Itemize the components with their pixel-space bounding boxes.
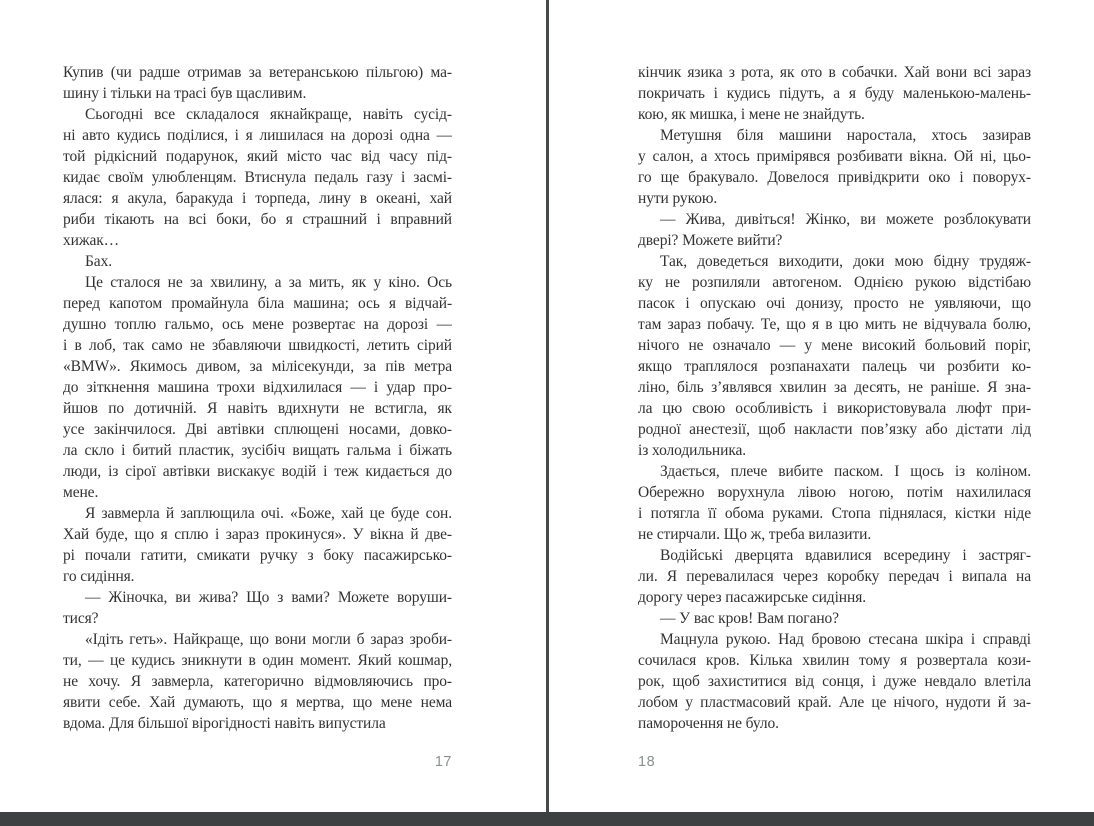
text-line: ти, — це кудись зникнути в один момент. Який кошмар,	[63, 652, 452, 669]
text-line: той рідкісний подарунок, який місто час від часу під-	[63, 148, 452, 165]
text-line: кінчик язика з рота, як ото в собачки. Хай вони всі зараз	[638, 64, 1031, 81]
text-line: ла цю свою особливість і використовувала люфт при-	[638, 400, 1031, 417]
text-line: кою, як мишка, і мене не знайдуть.	[638, 106, 865, 123]
text-line: явити себе. Хай думають, що я мертва, що мене нема	[63, 694, 452, 711]
text-line: Водійські дверцята вдавилися всередину і застряг-	[660, 547, 1031, 564]
text-line: хижак…	[63, 232, 120, 249]
text-line: — Жива, дивіться! Жінко, ви можете розблокувати	[660, 211, 1031, 228]
text-line: «BMW». Якимось дивом, за мілісекунди, за пів метра	[63, 358, 452, 375]
text-line: усе закінчилося. Дві автівки сплющені носами, довко-	[63, 421, 452, 438]
paragraph	[638, 629, 1031, 734]
text-line: Купив (чи радше отримав за ветеранською пільгою) ма-	[63, 64, 452, 81]
paragraph	[63, 62, 452, 104]
text-line: Я завмерла й заплющила очі. «Боже, хай це буде сон.	[85, 505, 452, 522]
text-line: Це сталося не за хвилину, а за мить, як у кіно. Ось	[85, 274, 452, 291]
text-line: «Ідіть геть». Найкраще, що вони могли б зараз зроби-	[85, 631, 452, 648]
text-line: — У вас кров! Вам погано?	[660, 610, 839, 627]
text-line: нути рукою.	[638, 190, 718, 207]
text-line: люди, із сірої автівки вискакує водій і теж кидається до	[63, 463, 452, 480]
page-number-17: 17	[434, 754, 452, 770]
text-line: сочилася кров. Кілька хвилин тому я розвертала кози-	[638, 652, 1031, 669]
text-line: кидає своїм улюбленцям. Втиснула педаль газу і засмі-	[63, 169, 452, 186]
text-line: і потягла її обома руками. Стопа піднялася, кістки ніде	[638, 505, 1031, 522]
text-line: Бах.	[85, 253, 113, 270]
page-number-18: 18	[638, 754, 656, 770]
text-line: мене.	[63, 484, 99, 501]
text-line: Так, доведеться виходити, доки мою бідну трудяж-	[660, 253, 1031, 270]
text-line: го ще бракувало. Довелося привідкрити око і поворух-	[638, 169, 1031, 186]
text-line: двері? Можете вийти?	[638, 232, 783, 249]
text-line: якщо траплялося розпанахати палець чи розбити ко-	[638, 358, 1031, 375]
page-18-text	[638, 62, 1031, 734]
text-line: нічого не означало — у мене високий больовий поріг,	[638, 337, 1031, 354]
text-line: рі почали гатити, смикати ручку з боку пасажирсько-	[63, 547, 452, 564]
paragraph	[638, 125, 1031, 209]
text-line: тися?	[63, 610, 99, 627]
paragraph	[63, 629, 452, 734]
text-line: не стирчали. Що ж, треба вилазити.	[638, 526, 872, 543]
paragraph	[63, 272, 452, 503]
page-17-text	[63, 62, 452, 734]
text-line: не хочу. Я завмерла, категорично відмовляючись про-	[63, 673, 452, 690]
text-line: ліно, біль з’являвся хвилин за десять, не раніше. Я зна-	[638, 379, 1031, 396]
text-line: Мацнула рукою. Над бровою стесана шкіра і справді	[660, 631, 1031, 648]
text-line: рок, щоб захиститися від сонця, і дуже невдало влетіла	[638, 673, 1031, 690]
text-line: і в лоб, так само не збавляючи швидкості, летить сірий	[63, 337, 452, 354]
paragraph	[63, 587, 452, 629]
text-line: шину і тільки на трасі був щасливим.	[63, 85, 307, 102]
text-line: Здається, плече вибите паском. І щось із коліном.	[660, 463, 1031, 480]
text-line: із холодильника.	[638, 442, 747, 459]
paragraph	[63, 251, 452, 272]
text-line: го сидіння.	[63, 568, 135, 585]
text-line: Обережно ворухнула лівою ногою, потім нахилилася	[638, 484, 1031, 501]
text-line: Сьогодні все складалося якнайкраще, навіть сусід-	[85, 106, 452, 123]
paragraph	[63, 104, 452, 251]
paragraph	[638, 608, 1031, 629]
text-line: дорогу через пасажирське сидіння.	[638, 589, 866, 606]
text-line: вдома. Для більшої вірогідності навіть випустила	[63, 715, 386, 732]
bottom-bar	[0, 812, 1094, 826]
text-line: ла скло і битий пластик, зусібіч вищать гальма і біжать	[63, 442, 452, 459]
text-line: лобом у пластмасовий край. Але це нічого, нудоти й за-	[638, 694, 1031, 711]
text-line: ялася: я акула, баракуда і торпеда, лину в океані, хай	[63, 190, 452, 207]
text-line: йшов по дотичній. Я навіть вдихнути не встигла, як	[63, 400, 452, 417]
text-line: душно топлю гальмо, ось мене розвертає на дорозі —	[63, 316, 452, 333]
text-line: там зараз побачу. Те, що я в цю мить не відчувала болю,	[638, 316, 1031, 333]
text-line: Метушня біля машини наростала, хтось зазирав	[660, 127, 1031, 144]
text-line: ні авто кудись поділися, і я лишилася на дорозі одна —	[63, 127, 452, 144]
text-line: паморочення не було.	[638, 715, 779, 732]
text-line: пасок і опускаю очі донизу, просто не уявляючи, що	[638, 295, 1031, 312]
text-line: ли. Я перевалилася через коробку передач і випала на	[638, 568, 1031, 585]
text-line: Хай буде, що я сплю і зараз прокинуся». У вікна й две-	[63, 526, 452, 543]
text-line: у салон, а хтось примірявся розбивати вікна. Ой ні, цьо-	[638, 148, 1031, 165]
text-line: перед капотом промайнула біла машина; ось я відчай-	[63, 295, 452, 312]
text-line: ку не розпиляли автогеном. Однією рукою відстібаю	[638, 274, 1031, 291]
paragraph	[638, 545, 1031, 608]
paragraph	[63, 503, 452, 587]
paragraph	[638, 461, 1031, 545]
text-line: риби тікають на всі боки, бо я страшний і вправний	[63, 211, 452, 228]
text-line: родної анестезії, щоб накласти пов’язку або дістати лід	[638, 421, 1031, 438]
paragraph	[638, 62, 1031, 125]
text-line: до зіткнення машина трохи відхилилася — і удар про-	[63, 379, 452, 396]
text-line: покричать і кудись підуть, а я буду маленькою-малень-	[638, 85, 1031, 102]
paragraph	[638, 209, 1031, 251]
spine-divider	[546, 0, 549, 818]
paragraph	[638, 251, 1031, 461]
text-line: — Жіночка, ви жива? Що з вами? Можете воруши-	[85, 589, 452, 606]
